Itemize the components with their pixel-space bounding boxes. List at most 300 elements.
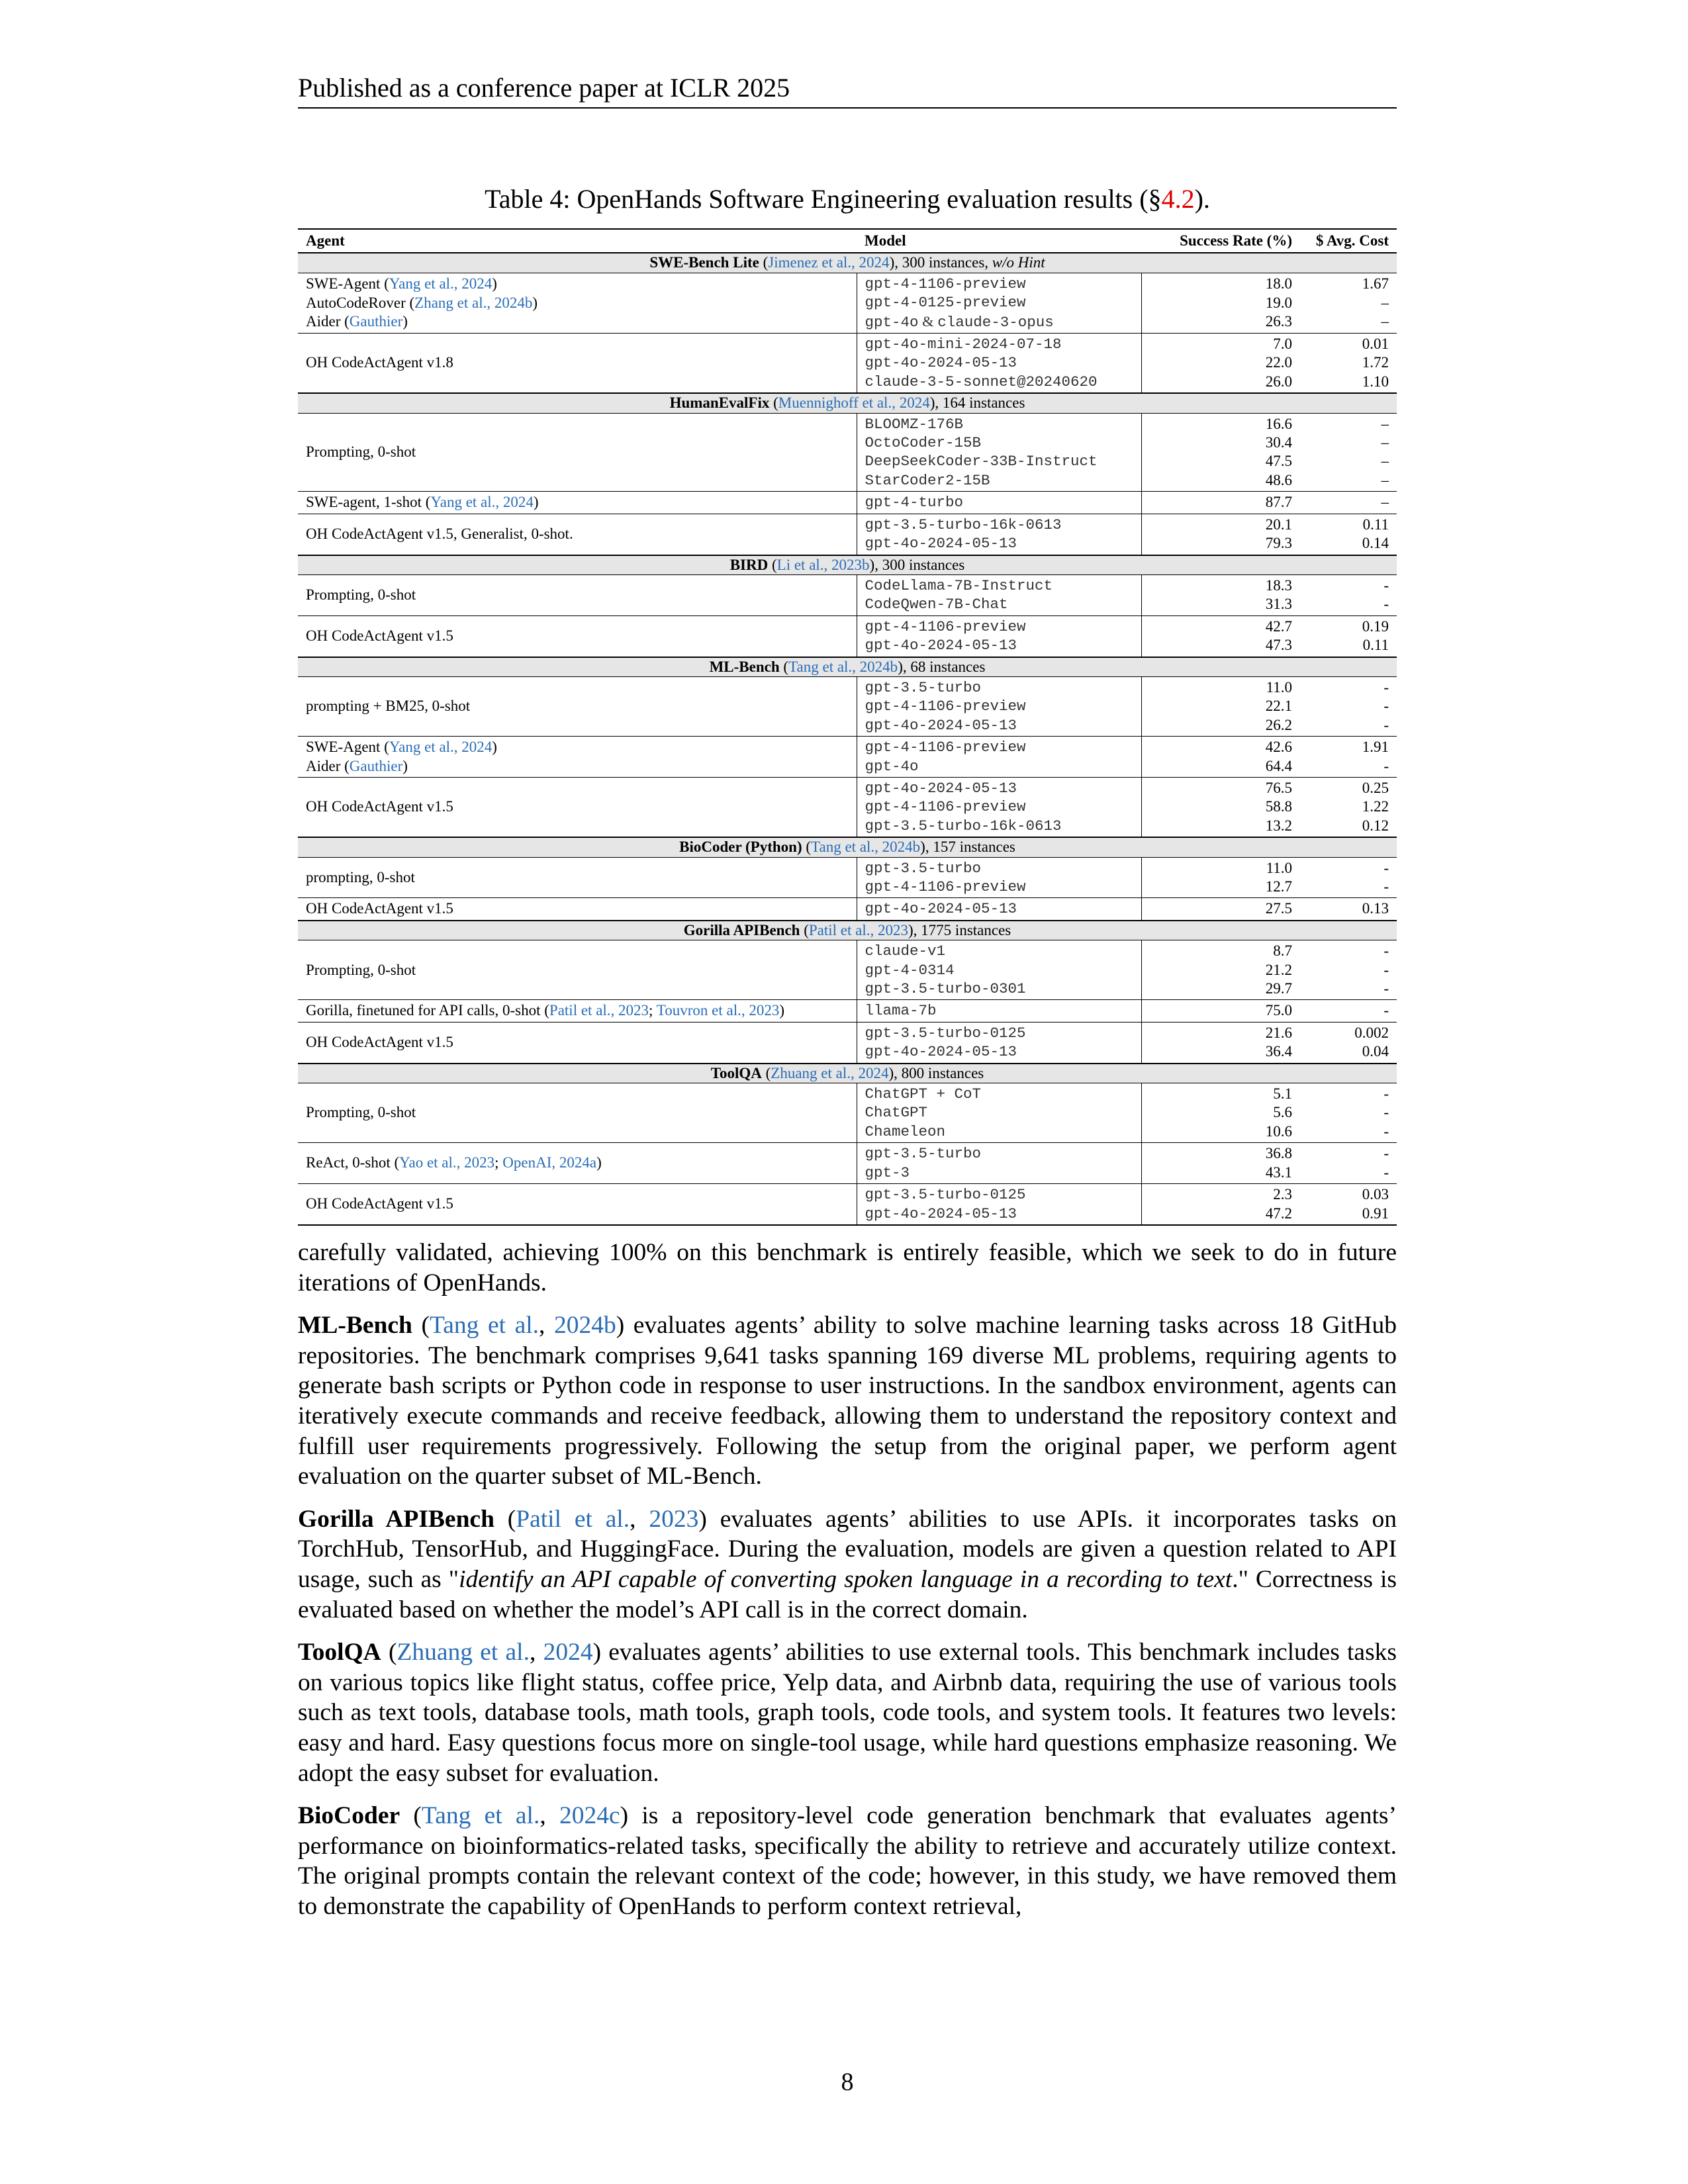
model-id: StarCoder2-15B — [865, 471, 990, 489]
success-rate-value: 7.0 — [1273, 336, 1292, 353]
avg-cost-value: 0.03 — [1362, 1186, 1389, 1203]
col-model: Model — [857, 229, 1141, 253]
section-title — [298, 1064, 1397, 1083]
model-cell — [857, 1083, 1141, 1143]
agent-label: Prompting, 0-shot — [306, 443, 416, 461]
col-success-rate: Success Rate (%) — [1141, 229, 1300, 253]
model-name — [865, 1163, 1133, 1182]
avg-cost-value: 0.25 — [1362, 779, 1389, 796]
section-meta: ), 164 instances — [929, 394, 1025, 412]
citation-link[interactable]: Patil et al. — [516, 1505, 630, 1533]
agent-cell — [298, 1184, 857, 1225]
paragraph-continuation — [298, 1238, 1397, 1298]
success-rate-value: 2.3 — [1273, 1186, 1292, 1203]
agent-name — [306, 294, 849, 312]
agent-name — [306, 443, 849, 461]
table-row — [298, 334, 1397, 394]
model-name — [865, 373, 1133, 391]
agent-name — [306, 1001, 849, 1020]
table-row — [298, 615, 1397, 657]
citation-link[interactable]: Yang et al., 2024 — [389, 739, 492, 756]
success-rate-cell — [1141, 492, 1300, 514]
section-ref-link[interactable]: 4.2 — [1161, 184, 1195, 214]
paragraph-heading: ML-Bench — [298, 1312, 412, 1340]
table-body — [298, 253, 1397, 1225]
success-rate-value: 47.2 — [1265, 1205, 1292, 1222]
section-title — [298, 555, 1397, 575]
citation-link[interactable]: 2023 — [649, 1505, 699, 1533]
col-avg-cost: $ Avg. Cost — [1300, 229, 1397, 253]
table-caption — [298, 183, 1397, 216]
success-rate-value: 21.6 — [1265, 1024, 1292, 1041]
agent-cell — [298, 492, 857, 514]
model-cell — [857, 492, 1141, 514]
model-name — [865, 576, 1133, 595]
model-id: BLOOMZ-176B — [865, 415, 964, 433]
citation-link[interactable]: Yang et al., 2024 — [430, 494, 534, 511]
model-id: gpt-4o-2024-05-13 — [865, 716, 1017, 734]
model-name — [865, 961, 1133, 979]
citation-link[interactable]: 2024 — [543, 1639, 593, 1666]
agent-label: OH CodeActAgent v1.5 — [306, 1034, 453, 1051]
model-id: gpt-4o-2024-05-13 — [865, 1043, 1017, 1061]
success-rate-cell — [1141, 273, 1300, 333]
model-id: claude-v1 — [865, 942, 946, 960]
paragraph-biocoder — [298, 1801, 1397, 1921]
model-cell — [857, 676, 1141, 736]
section-meta: ), 300 instances, — [889, 254, 992, 271]
agent-name — [306, 868, 849, 887]
agent-cell — [298, 1022, 857, 1063]
agent-cell — [298, 676, 857, 736]
section-title — [298, 837, 1397, 857]
model-id: gpt-4-0125-preview — [865, 294, 1026, 312]
paragraph-text: ( — [381, 1639, 397, 1666]
avg-cost-value: 0.11 — [1362, 637, 1389, 654]
agent-name — [306, 312, 849, 331]
model-id: gpt-3.5-turbo-16k-0613 — [865, 516, 1062, 533]
model-id: OctoCoder-15B — [865, 434, 982, 452]
model-cell — [857, 1184, 1141, 1225]
model-name — [865, 878, 1133, 896]
success-rate-value: 29.7 — [1265, 980, 1292, 997]
agent-label: AutoCodeRover ( — [306, 294, 415, 311]
success-rate-value: 5.6 — [1273, 1104, 1292, 1121]
citation-link[interactable]: Patil et al., 2023 — [549, 1002, 649, 1019]
separator: ; — [494, 1154, 503, 1171]
model-id: gpt-4-1106-preview — [865, 275, 1026, 293]
avg-cost-value: 0.19 — [1362, 617, 1389, 635]
agent-label: Prompting, 0-shot — [306, 1104, 416, 1121]
avg-cost-value: - — [1383, 678, 1389, 696]
avg-cost-value: 1.10 — [1362, 373, 1389, 390]
table-row — [298, 676, 1397, 736]
table-row — [298, 492, 1397, 514]
agent-label: OH CodeActAgent v1.5 — [306, 900, 453, 917]
model-name — [865, 1122, 1133, 1141]
avg-cost-cell — [1300, 413, 1397, 492]
agent-name — [306, 493, 849, 512]
agent-name — [306, 275, 849, 293]
paragraph-text: , — [630, 1505, 649, 1533]
model-name — [865, 415, 1133, 433]
paragraph-heading: ToolQA — [298, 1639, 381, 1666]
success-rate-value: 16.6 — [1265, 415, 1292, 432]
model-name — [865, 1024, 1133, 1042]
model-name — [865, 353, 1133, 372]
model-name — [865, 617, 1133, 636]
citation-link[interactable]: Touvron et al., 2023 — [656, 1002, 780, 1019]
success-rate-value: 26.2 — [1265, 716, 1292, 733]
avg-cost-value: – — [1381, 471, 1389, 488]
agent-name — [306, 797, 849, 816]
success-rate-value: 12.7 — [1265, 878, 1292, 895]
model-name — [865, 942, 1133, 960]
paren: ) — [402, 313, 408, 330]
citation-link[interactable]: Tang et al., 2024b — [811, 839, 921, 856]
paren: ) — [492, 739, 497, 756]
success-rate-value: 76.5 — [1265, 779, 1292, 796]
citation-link[interactable]: 2024c — [559, 1802, 620, 1830]
agent-cell — [298, 940, 857, 1000]
col-agent: Agent — [298, 229, 857, 253]
success-rate-cell — [1141, 413, 1300, 492]
paragraph-text: , — [529, 1639, 543, 1666]
success-rate-cell — [1141, 1022, 1300, 1063]
agent-name — [306, 961, 849, 979]
paragraph-text: , — [539, 1802, 559, 1830]
paragraph-text: ) evaluates agents’ abilities to use external tools. This benchmark includes tasks on various topics like flight status, coffee price, Yelp data, and Airbnb data, requiring the use of various tools such as text tools, database tools, math tools, graph tools, code tools, and system tools. It features two levels: easy and hard. Easy questions focus more on single-tool usage, while hard questions emphasize reasoning. We adopt the easy subset for evaluation. — [298, 1639, 1397, 1787]
model-name — [865, 493, 1133, 512]
agent-label: OH CodeActAgent v1.8 — [306, 354, 453, 371]
agent-cell — [298, 898, 857, 921]
success-rate-cell — [1141, 1184, 1300, 1225]
section-meta: ), 157 instances — [920, 839, 1015, 856]
success-rate-cell — [1141, 940, 1300, 1000]
separator: ; — [649, 1002, 657, 1019]
success-rate-value: 8.7 — [1273, 942, 1292, 960]
paragraph-text: ) is a repository-level code generation benchmark that evaluates agents’ performance on bioinformatics-related tasks, specifically the ability to retrieve and accurately utilize context. The original prompts contain the relevant context of the code; however, in this study, we have removed them to demonstrate the capability of OpenHands to perform context retrieval, — [298, 1802, 1397, 1920]
agent-cell — [298, 1000, 857, 1022]
avg-cost-value: - — [1383, 942, 1389, 960]
citation-link[interactable]: Tang et al., 2024b — [788, 658, 898, 675]
agent-label: SWE-agent, 1-shot ( — [306, 494, 431, 511]
agent-label: OH CodeActAgent v1.5 — [306, 627, 453, 644]
section-name: ToolQA — [710, 1064, 762, 1081]
avg-cost-value: - — [1383, 596, 1389, 613]
avg-cost-value: - — [1383, 859, 1389, 876]
paren: ) — [779, 1002, 785, 1019]
citation-link[interactable]: Yang et al., 2024 — [389, 275, 492, 293]
avg-cost-value: - — [1383, 698, 1389, 715]
model-cell — [857, 1022, 1141, 1063]
paragraph-text: ." Correctness is evaluated based on whether the model’s API call is in the correct domain. — [298, 1565, 1397, 1623]
success-rate-value: 64.4 — [1265, 757, 1292, 774]
model-id: gpt-4-1106-preview — [865, 739, 1026, 756]
model-name — [865, 595, 1133, 614]
agent-label: SWE-Agent ( — [306, 739, 389, 756]
success-rate-value: 20.1 — [1265, 516, 1292, 533]
citation-link[interactable]: Jimenez et al., 2024 — [768, 254, 890, 271]
agent-label: ReAct, 0-shot ( — [306, 1154, 400, 1171]
agent-cell — [298, 615, 857, 657]
table-row — [298, 1083, 1397, 1143]
paragraph-toolqa — [298, 1637, 1397, 1788]
agent-label: Aider ( — [306, 313, 350, 330]
citation-link[interactable]: Tang et al. — [421, 1802, 540, 1830]
agent-label: SWE-Agent ( — [306, 275, 389, 293]
success-rate-value: 22.1 — [1265, 698, 1292, 715]
citation-link[interactable]: Zhang et al., 2024b — [414, 294, 533, 311]
model-id: llama-7b — [865, 1002, 937, 1020]
section-title — [298, 657, 1397, 677]
agent-name — [306, 525, 849, 543]
section-header-row — [298, 393, 1397, 413]
section-name: SWE-Bench Lite — [649, 254, 759, 271]
avg-cost-value: 0.91 — [1362, 1205, 1389, 1222]
avg-cost-value: - — [1383, 1122, 1389, 1140]
table-row — [298, 1000, 1397, 1022]
success-rate-cell — [1141, 514, 1300, 555]
model-name — [865, 757, 1133, 776]
caption-prefix: Table 4: OpenHands Software Engineering evaluation results (§ — [485, 184, 1162, 214]
citation-link[interactable]: Yao et al., 2023 — [399, 1154, 495, 1171]
success-rate-cell — [1141, 737, 1300, 778]
model-name — [865, 1085, 1133, 1103]
running-header: Published as a conference paper at ICLR 2025 — [298, 71, 1397, 109]
model-id: gpt-4-1106-preview — [865, 698, 1026, 715]
model-name — [865, 1205, 1133, 1223]
model-id: gpt-4o-mini-2024-07-18 — [865, 336, 1062, 353]
model-name — [865, 1042, 1133, 1061]
section-meta: ), 1775 instances — [908, 921, 1011, 938]
citation-link[interactable]: Gauthier — [349, 313, 403, 330]
model-name — [865, 293, 1133, 312]
avg-cost-value: - — [1383, 1163, 1389, 1181]
avg-cost-value: - — [1383, 961, 1389, 978]
agent-name — [306, 697, 849, 715]
success-rate-cell — [1141, 334, 1300, 394]
model-id: gpt-4o-2024-05-13 — [865, 535, 1017, 553]
model-name — [865, 697, 1133, 715]
section-header-row — [298, 657, 1397, 677]
model-name — [865, 1001, 1133, 1020]
avg-cost-cell — [1300, 777, 1397, 837]
citation-link[interactable]: Zhuang et al. — [397, 1639, 530, 1666]
citation-link[interactable]: Li et al., 2023b — [776, 556, 870, 573]
model-id: gpt-3.5-turbo-0125 — [865, 1024, 1026, 1042]
table-row — [298, 898, 1397, 921]
paragraph-text: ( — [412, 1312, 430, 1340]
success-rate-value: 5.1 — [1273, 1085, 1292, 1103]
model-name — [865, 979, 1133, 998]
success-rate-cell — [1141, 1000, 1300, 1022]
model-name — [865, 516, 1133, 534]
success-rate-cell — [1141, 898, 1300, 921]
agent-name — [306, 757, 849, 776]
section-title — [298, 393, 1397, 413]
table-row — [298, 413, 1397, 492]
paragraph-text: ( — [494, 1505, 516, 1533]
model-id: gpt-4o-2024-05-13 — [865, 900, 1017, 918]
avg-cost-cell — [1300, 1143, 1397, 1184]
section-name: Gorilla APIBench — [683, 921, 800, 938]
citation-link[interactable]: Gauthier — [349, 757, 403, 774]
avg-cost-value: – — [1381, 294, 1389, 311]
avg-cost-value: – — [1381, 415, 1389, 432]
citation-link[interactable]: Tang et al. — [429, 1312, 539, 1340]
model-name — [865, 1144, 1133, 1163]
agent-cell — [298, 334, 857, 394]
agent-name — [306, 353, 849, 372]
success-rate-cell — [1141, 615, 1300, 657]
success-rate-value: 26.3 — [1265, 313, 1292, 330]
paren: ) — [532, 294, 538, 311]
agent-label: prompting, 0-shot — [306, 868, 415, 886]
avg-cost-cell — [1300, 615, 1397, 657]
success-rate-value: 36.4 — [1265, 1043, 1292, 1060]
citation-link[interactable]: Muennighoff et al., 2024 — [778, 394, 930, 412]
success-rate-value: 75.0 — [1265, 1002, 1292, 1019]
model-cell — [857, 273, 1141, 333]
avg-cost-cell — [1300, 492, 1397, 514]
agent-cell — [298, 1143, 857, 1184]
citation-link[interactable]: Patil et al., 2023 — [808, 921, 909, 938]
model-name — [865, 534, 1133, 553]
model-cell — [857, 737, 1141, 778]
section-title — [298, 253, 1397, 273]
model-cell — [857, 940, 1141, 1000]
success-rate-value: 26.0 — [1265, 373, 1292, 390]
success-rate-cell — [1141, 676, 1300, 736]
agent-name — [306, 1195, 849, 1213]
success-rate-value: 48.6 — [1265, 471, 1292, 488]
table-header-row — [298, 229, 1397, 253]
avg-cost-value: - — [1383, 980, 1389, 997]
section-header-row — [298, 555, 1397, 575]
model-id: gpt-3 — [865, 1163, 910, 1181]
avg-cost-cell — [1300, 857, 1397, 898]
section-header-row — [298, 837, 1397, 857]
paragraph-text: carefully validated, achieving 100% on this benchmark is entirely feasible, which we seek to do in future iterations of OpenHands. — [298, 1239, 1397, 1297]
avg-cost-value: 1.72 — [1362, 354, 1389, 371]
model-name — [865, 678, 1133, 697]
avg-cost-cell — [1300, 940, 1397, 1000]
agent-cell — [298, 514, 857, 555]
agent-label: OH CodeActAgent v1.5 — [306, 798, 453, 815]
model-cell — [857, 615, 1141, 657]
model-id: gpt-3.5-turbo-16k-0613 — [865, 817, 1062, 835]
avg-cost-cell — [1300, 1184, 1397, 1225]
model-id: gpt-4o — [865, 313, 919, 331]
model-name — [865, 899, 1133, 918]
paren: ( — [779, 658, 789, 675]
table-row — [298, 273, 1397, 333]
model-cell — [857, 574, 1141, 615]
avg-cost-value: – — [1381, 494, 1389, 511]
success-rate-value: 10.6 — [1265, 1122, 1292, 1140]
agent-cell — [298, 273, 857, 333]
avg-cost-value: 0.002 — [1354, 1024, 1389, 1041]
section-name: BIRD — [729, 556, 769, 573]
section-meta: ), 800 instances — [888, 1064, 984, 1081]
paren: ) — [402, 757, 408, 774]
model-id: gpt-4o-2024-05-13 — [865, 354, 1017, 372]
agent-name — [306, 1103, 849, 1122]
model-id: claude-3-opus — [937, 313, 1054, 331]
model-cell — [857, 857, 1141, 898]
model-id: gpt-3.5-turbo-0301 — [865, 980, 1026, 998]
success-rate-value: 58.8 — [1265, 798, 1292, 815]
model-id: gpt-4o-2024-05-13 — [865, 637, 1017, 655]
model-id: Chameleon — [865, 1122, 946, 1140]
success-rate-value: 18.3 — [1265, 576, 1292, 594]
table-row — [298, 737, 1397, 778]
model-id: gpt-3.5-turbo — [865, 859, 982, 877]
agent-label: Prompting, 0-shot — [306, 586, 416, 604]
table-row — [298, 940, 1397, 1000]
paragraph-heading: Gorilla APIBench — [298, 1505, 494, 1533]
agent-label: Aider ( — [306, 757, 350, 774]
agent-cell — [298, 574, 857, 615]
success-rate-value: 13.2 — [1265, 817, 1292, 834]
success-rate-value: 18.0 — [1265, 275, 1292, 293]
citation-link[interactable]: 2024b — [553, 1312, 616, 1340]
caption-suffix: ). — [1194, 184, 1210, 214]
avg-cost-value: 1.22 — [1362, 798, 1389, 815]
table-row — [298, 1022, 1397, 1063]
avg-cost-value: - — [1383, 1145, 1389, 1162]
paren: ( — [769, 394, 778, 412]
model-id: gpt-4-1106-preview — [865, 878, 1026, 895]
avg-cost-value: - — [1383, 576, 1389, 594]
avg-cost-value: – — [1381, 313, 1389, 330]
model-id: gpt-4o-2024-05-13 — [865, 779, 1017, 797]
model-id: gpt-3.5-turbo-0125 — [865, 1186, 1026, 1204]
table-row — [298, 514, 1397, 555]
agent-cell — [298, 1083, 857, 1143]
agent-label: OH CodeActAgent v1.5 — [306, 1195, 453, 1212]
table-row — [298, 574, 1397, 615]
avg-cost-cell — [1300, 1022, 1397, 1063]
success-rate-value: 22.0 — [1265, 354, 1292, 371]
paren: ) — [492, 275, 497, 293]
section-meta: ), 300 instances — [869, 556, 965, 573]
model-name — [865, 636, 1133, 655]
table-row — [298, 857, 1397, 898]
model-id: ChatGPT — [865, 1104, 928, 1122]
agent-cell — [298, 777, 857, 837]
paren: ( — [768, 556, 777, 573]
model-name — [865, 738, 1133, 756]
paren: ( — [761, 1064, 771, 1081]
model-cell — [857, 413, 1141, 492]
avg-cost-cell — [1300, 1000, 1397, 1022]
citation-link[interactable]: Zhuang et al., 2024 — [771, 1064, 889, 1081]
agent-name — [306, 899, 849, 918]
model-cell — [857, 1143, 1141, 1184]
success-rate-value: 21.2 — [1265, 961, 1292, 978]
success-rate-cell — [1141, 777, 1300, 837]
citation-link[interactable]: OpenAI, 2024a — [502, 1154, 597, 1171]
model-name — [865, 471, 1133, 490]
model-name — [865, 433, 1133, 452]
model-id: gpt-4-1106-preview — [865, 798, 1026, 816]
model-name — [865, 797, 1133, 816]
agent-cell — [298, 857, 857, 898]
avg-cost-value: – — [1381, 453, 1389, 470]
avg-cost-value: 0.11 — [1362, 516, 1389, 533]
